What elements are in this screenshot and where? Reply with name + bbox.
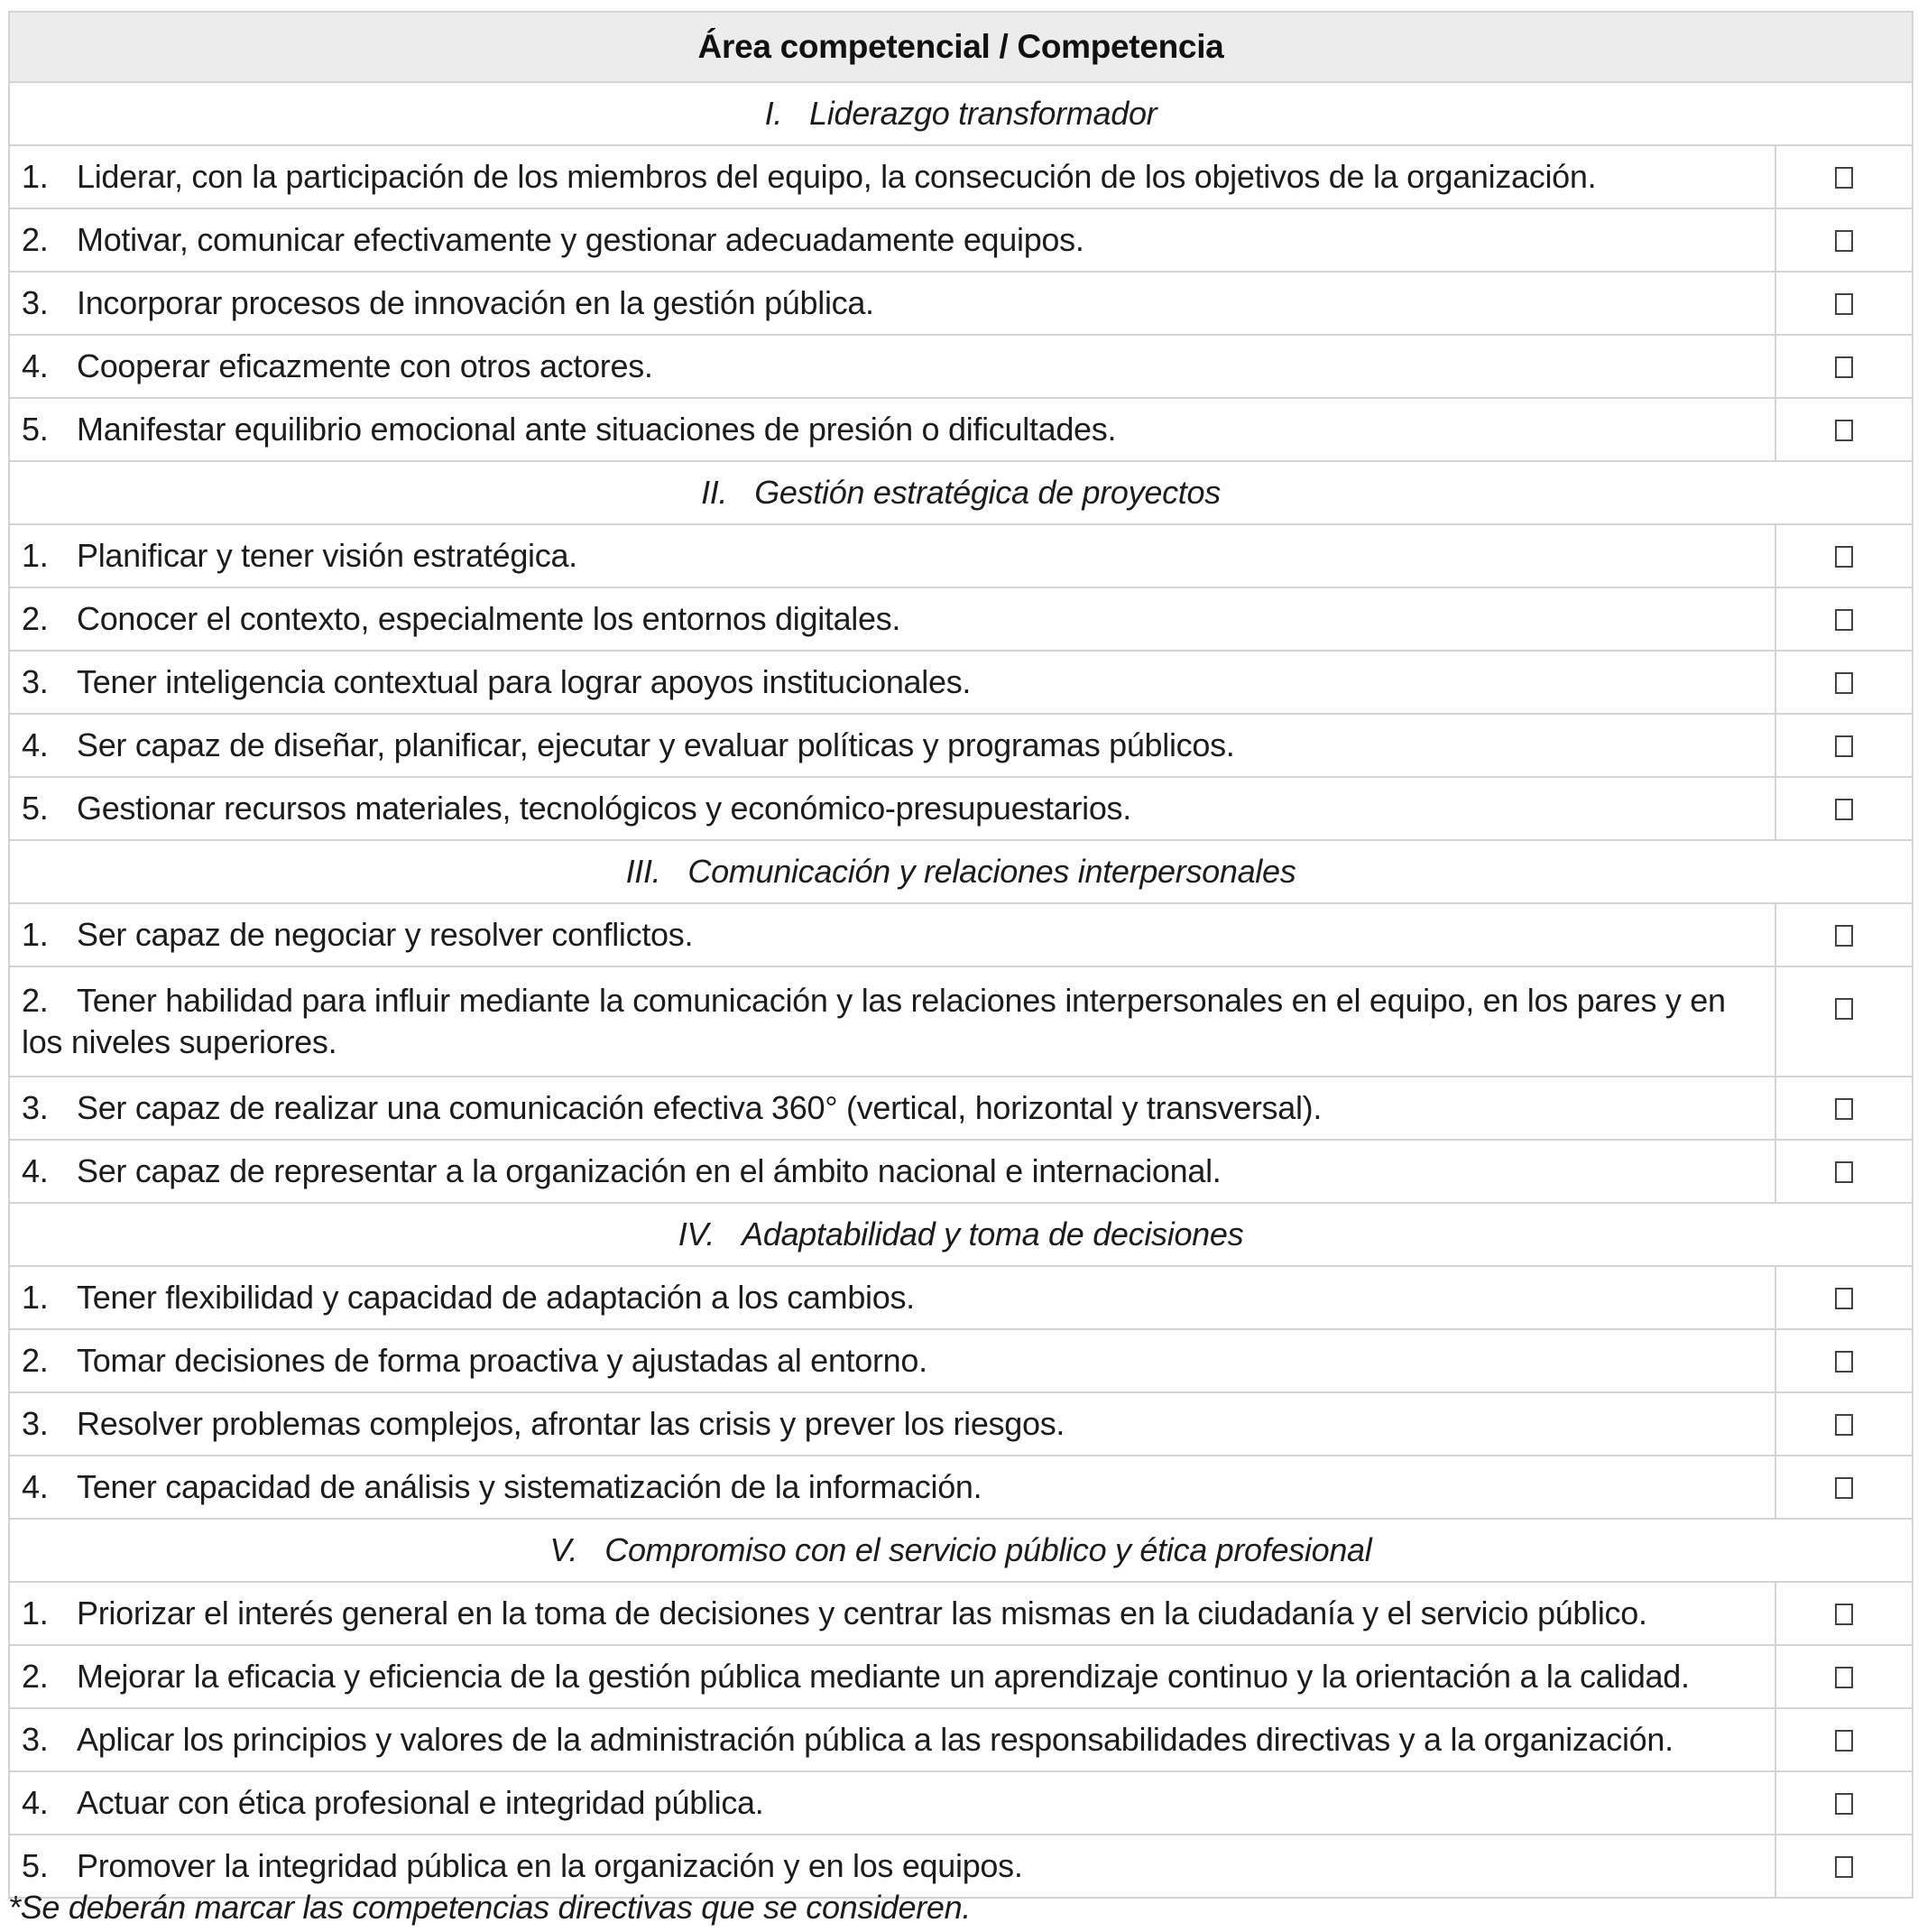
checkbox-cell [1775, 966, 1913, 1077]
checkbox-cell [1775, 903, 1913, 966]
competency-row [9, 587, 1913, 651]
checkbox-cell [1775, 1077, 1913, 1140]
competency-checkbox[interactable] [1835, 1604, 1853, 1625]
competency-cell [9, 335, 1775, 398]
checkbox-cell [1775, 1392, 1913, 1456]
competency-cell [9, 1077, 1775, 1140]
competency-number: 5. [22, 411, 49, 448]
checkbox-cell [1775, 398, 1913, 461]
competency-row [9, 1456, 1913, 1519]
competency-number: 1. [22, 537, 49, 574]
competency-row [9, 1140, 1913, 1203]
competency-cell [9, 398, 1775, 461]
competency-cell [9, 587, 1775, 651]
competency-number: 3. [22, 663, 49, 700]
competency-cell [9, 1329, 1775, 1392]
area-title-text: Gestión estratégica de proyectos [754, 474, 1221, 511]
competency-number: 1. [22, 158, 49, 195]
competency-number: 3. [22, 284, 49, 321]
competency-number: 2. [22, 221, 49, 258]
competency-checkbox[interactable] [1835, 167, 1853, 189]
competency-checkbox[interactable] [1835, 609, 1853, 631]
competency-text: Gestionar recursos materiales, tecnológicos y económico-presupuestarios. [77, 790, 1131, 827]
competency-text: Priorizar el interés general en la toma de decisiones y centrar las mismas en la ciudadanía y el servicio público. [77, 1595, 1647, 1632]
checkbox-cell [1775, 714, 1913, 777]
competency-cell [9, 651, 1775, 714]
competency-number: 1. [22, 1595, 49, 1632]
competency-cell [9, 777, 1775, 840]
competency-cell [9, 1645, 1775, 1708]
competency-text: Resolver problemas complejos, afrontar las crisis y prever los riesgos. [77, 1405, 1065, 1442]
competency-checkbox[interactable] [1835, 420, 1853, 441]
competency-number: 5. [22, 1847, 49, 1884]
checkbox-cell [1775, 1771, 1913, 1835]
competency-number: 4. [22, 1468, 49, 1505]
table-header-title: Área competencial / Competencia [9, 12, 1913, 82]
competency-number: 1. [22, 916, 49, 953]
competency-text: Liderar, con la participación de los miembros del equipo, la consecución de los objetivos de la organización. [77, 158, 1597, 195]
competency-number: 3. [22, 1721, 49, 1758]
competency-checkbox[interactable] [1835, 1730, 1853, 1752]
competency-number: 2. [22, 982, 49, 1019]
competency-number: 4. [22, 726, 49, 763]
checkbox-cell [1775, 1456, 1913, 1519]
competency-cell [9, 903, 1775, 966]
competency-cell [9, 1266, 1775, 1329]
competency-text: Ser capaz de representar a la organización en el ámbito nacional e internacional. [77, 1152, 1222, 1189]
checkbox-cell [1775, 1582, 1913, 1645]
competency-row [9, 966, 1913, 1077]
competency-row [9, 524, 1913, 587]
competency-row [9, 1392, 1913, 1456]
competency-text: Tomar decisiones de forma proactiva y ajustadas al entorno. [77, 1342, 927, 1379]
competency-row [9, 272, 1913, 335]
checkbox-cell [1775, 651, 1913, 714]
competency-row [9, 145, 1913, 208]
competency-cell [9, 1392, 1775, 1456]
area-header-row [9, 82, 1913, 145]
checkbox-cell [1775, 145, 1913, 208]
area-header-row [9, 1519, 1913, 1582]
competency-row [9, 335, 1913, 398]
competencies-form [8, 11, 1912, 1899]
competency-cell [9, 1771, 1775, 1835]
area-title-text: Compromiso con el servicio público y ética profesional [604, 1531, 1372, 1568]
competency-checkbox[interactable] [1835, 1856, 1853, 1878]
competency-checkbox[interactable] [1835, 925, 1853, 947]
competency-row [9, 208, 1913, 272]
area-title [9, 840, 1913, 903]
area-title [9, 82, 1913, 145]
competency-checkbox[interactable] [1835, 1161, 1853, 1183]
competency-text: Promover la integridad pública en la organización y en los equipos. [77, 1847, 1023, 1884]
competency-checkbox[interactable] [1835, 1288, 1853, 1309]
checkbox-cell [1775, 1140, 1913, 1203]
competency-number: 2. [22, 1342, 49, 1379]
competency-text: Ser capaz de realizar una comunicación efectiva 360° (vertical, horizontal y transversal). [77, 1089, 1323, 1126]
competency-text: Tener inteligencia contextual para lograr apoyos institucionales. [77, 663, 972, 700]
competency-checkbox[interactable] [1835, 1098, 1853, 1120]
area-title [9, 1203, 1913, 1266]
checkbox-cell [1775, 1645, 1913, 1708]
area-header-row [9, 840, 1913, 903]
competency-text: Planificar y tener visión estratégica. [77, 537, 577, 574]
competency-row [9, 398, 1913, 461]
competency-checkbox[interactable] [1835, 1667, 1853, 1688]
competency-text: Actuar con ética profesional e integridad pública. [77, 1784, 764, 1821]
competency-text: Cooperar eficazmente con otros actores. [77, 347, 653, 384]
competency-checkbox[interactable] [1835, 672, 1853, 694]
area-title-text: Liderazgo transformador [809, 95, 1157, 132]
table-header-row [9, 12, 1913, 82]
competency-checkbox[interactable] [1835, 799, 1853, 820]
competency-number: 4. [22, 1784, 49, 1821]
area-numeral: V. [549, 1531, 578, 1568]
competency-text: Tener flexibilidad y capacidad de adaptación a los cambios. [77, 1279, 915, 1316]
competency-number: 3. [22, 1089, 49, 1126]
competency-cell [9, 1582, 1775, 1645]
area-header-row [9, 1203, 1913, 1266]
competency-checkbox[interactable] [1835, 1351, 1853, 1373]
competency-cell [9, 1456, 1775, 1519]
competency-cell [9, 208, 1775, 272]
checkbox-cell [1775, 208, 1913, 272]
checkbox-cell [1775, 272, 1913, 335]
competency-row [9, 714, 1913, 777]
area-title [9, 1519, 1913, 1582]
competency-row [9, 1645, 1913, 1708]
checkbox-cell [1775, 777, 1913, 840]
competency-checkbox[interactable] [1835, 1414, 1853, 1436]
area-header-row [9, 461, 1913, 524]
competency-text: Motivar, comunicar efectivamente y gestionar adecuadamente equipos. [77, 221, 1084, 258]
competency-number: 4. [22, 1152, 49, 1189]
competency-row [9, 651, 1913, 714]
competency-cell [9, 145, 1775, 208]
competency-text: Tener capacidad de análisis y sistematización de la información. [77, 1468, 982, 1505]
competency-cell [9, 272, 1775, 335]
competency-number: 1. [22, 1279, 49, 1316]
competency-row [9, 1077, 1913, 1140]
competency-cell [9, 966, 1775, 1077]
footnote: *Se deberán marcar las competencias directivas que se consideren. [8, 1889, 972, 1926]
competency-text: Conocer el contexto, especialmente los entornos digitales. [77, 600, 901, 637]
area-numeral: III. [625, 853, 661, 890]
competency-text: Mejorar la eficacia y eficiencia de la gestión pública mediante un aprendizaje continuo y la orientación a la calidad. [77, 1658, 1690, 1695]
competency-text: Manifestar equilibrio emocional ante situaciones de presión o dificultades. [77, 411, 1117, 448]
competency-checkbox[interactable] [1835, 356, 1853, 378]
area-numeral: I. [764, 95, 783, 132]
competency-cell [9, 714, 1775, 777]
competency-checkbox[interactable] [1835, 735, 1853, 757]
competency-checkbox[interactable] [1835, 1793, 1853, 1815]
competency-checkbox[interactable] [1835, 230, 1853, 252]
competency-row [9, 1582, 1913, 1645]
competency-checkbox[interactable] [1835, 1477, 1853, 1499]
competency-checkbox[interactable] [1835, 293, 1853, 315]
competency-number: 2. [22, 600, 49, 637]
competency-row [9, 903, 1913, 966]
competency-text: Incorporar procesos de innovación en la gestión pública. [77, 284, 874, 321]
checkbox-cell [1775, 335, 1913, 398]
competency-row [9, 1266, 1913, 1329]
competency-row [9, 1708, 1913, 1771]
competency-number: 5. [22, 790, 49, 827]
competency-row [9, 777, 1913, 840]
checkbox-cell [1775, 1266, 1913, 1329]
area-title-text: Comunicación y relaciones interpersonales [687, 853, 1296, 890]
competency-cell [9, 1140, 1775, 1203]
competencies-table [8, 11, 1913, 1899]
area-numeral: IV. [678, 1216, 715, 1253]
area-title-text: Adaptabilidad y toma de decisiones [742, 1216, 1244, 1253]
competency-row [9, 1329, 1913, 1392]
competency-cell [9, 1708, 1775, 1771]
competency-checkbox[interactable] [1835, 546, 1853, 568]
competency-number: 3. [22, 1405, 49, 1442]
area-title [9, 461, 1913, 524]
checkbox-cell [1775, 524, 1913, 587]
checkbox-cell [1775, 1708, 1913, 1771]
competency-row [9, 1771, 1913, 1835]
competency-number: 4. [22, 347, 49, 384]
competency-text: Tener habilidad para influir mediante la comunicación y las relaciones interpersonales en el equipo, en los pares y en los niveles superiores. [22, 982, 1726, 1060]
area-numeral: II. [701, 474, 728, 511]
competency-checkbox[interactable] [1835, 998, 1853, 1020]
competency-number: 2. [22, 1658, 49, 1695]
checkbox-cell [1775, 587, 1913, 651]
competency-cell [9, 524, 1775, 587]
competency-text: Ser capaz de negociar y resolver conflictos. [77, 916, 694, 953]
competency-text: Aplicar los principios y valores de la administración pública a las responsabilidades directivas y a la organización. [77, 1721, 1674, 1758]
checkbox-cell [1775, 1329, 1913, 1392]
competency-text: Ser capaz de diseñar, planificar, ejecutar y evaluar políticas y programas públicos. [77, 726, 1235, 763]
checkbox-cell [1775, 1835, 1913, 1898]
